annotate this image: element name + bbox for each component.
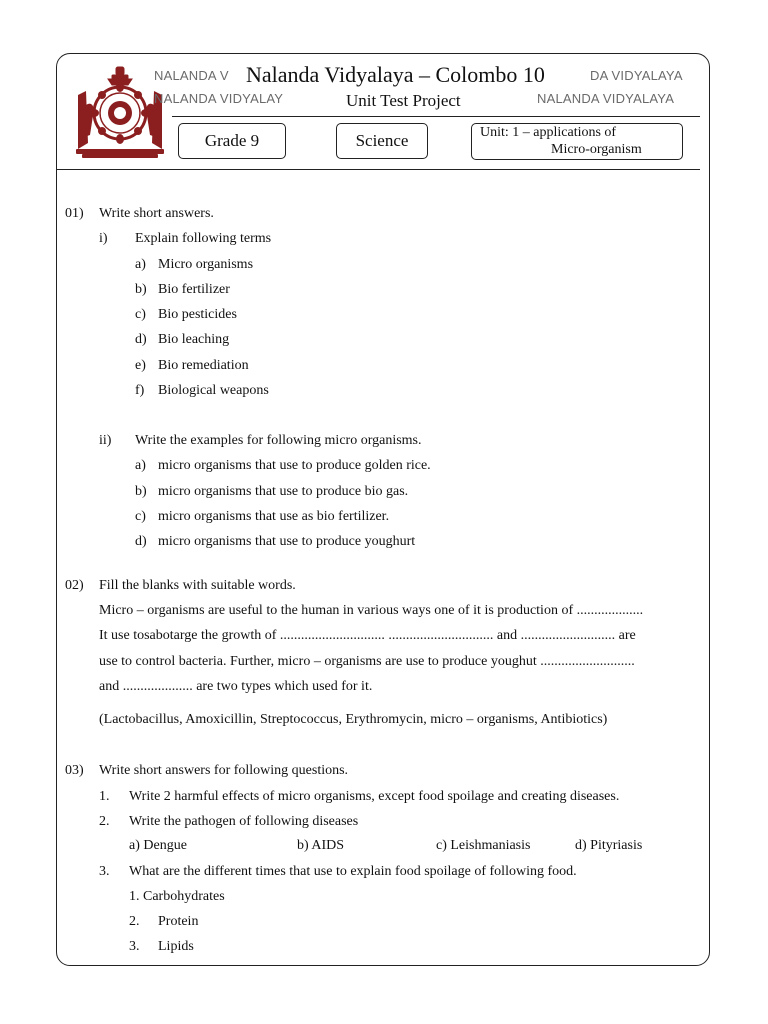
unit-line-2: Micro-organism	[551, 142, 642, 157]
disease-option: a) Dengue	[129, 838, 187, 853]
list-item-label: a)	[135, 458, 146, 473]
q1-part-ii-number: ii)	[99, 433, 112, 448]
food-item-number: 2.	[129, 914, 140, 929]
list-item: micro organisms that use to produce youghurt	[158, 534, 416, 549]
list-item-label: d)	[135, 332, 147, 347]
food-item: 1. Carbohydrates	[129, 889, 225, 904]
watermark-top-left: NALANDA V	[154, 68, 229, 83]
list-item: micro organisms that use to produce golden rice.	[158, 458, 431, 473]
list-item: micro organisms that use to produce bio gas.	[158, 484, 409, 499]
q3-number: 03)	[65, 763, 84, 778]
q1-part-i-text: Explain following terms	[135, 231, 272, 246]
q3-item-text: Write the pathogen of following diseases	[129, 814, 359, 829]
header-divider-bottom	[57, 169, 700, 170]
project-title: Unit Test Project	[346, 91, 461, 110]
list-item: Bio fertilizer	[158, 282, 230, 297]
disease-option: c) Leishmaniasis	[436, 838, 531, 853]
list-item-label: f)	[135, 383, 145, 398]
list-item-label: d)	[135, 534, 147, 549]
q3-item-text: What are the different times that use to explain food spoilage of following food.	[129, 864, 577, 879]
q1-text: Write short answers.	[99, 206, 214, 221]
school-name: Nalanda Vidyalaya – Colombo 10	[246, 62, 545, 87]
watermark-top-right: DA VIDYALAYA	[590, 68, 683, 83]
q3-item-number: 1.	[99, 789, 110, 804]
q1-part-i-number: i)	[99, 231, 108, 246]
food-item: Protein	[158, 914, 199, 929]
q2-paragraph-line: use to control bacteria. Further, micro – organisms are use to produce youghut ...........................	[99, 654, 635, 669]
list-item-label: b)	[135, 282, 147, 297]
q1-number: 01)	[65, 206, 84, 221]
list-item-label: a)	[135, 257, 146, 272]
list-item-label: e)	[135, 358, 146, 373]
list-item-label: b)	[135, 484, 147, 499]
list-item: Bio remediation	[158, 358, 249, 373]
q3-item-number: 3.	[99, 864, 110, 879]
list-item: micro organisms that use as bio fertilizer.	[158, 509, 390, 524]
q2-paragraph-line: It use tosabotarge the growth of .............................. .............................. and ........................... are	[99, 628, 636, 643]
food-item-number: 3.	[129, 939, 140, 954]
unit-line-1: Unit: 1 – applications of	[480, 125, 617, 140]
subject-label: Science	[355, 131, 409, 150]
watermark-mid-right: NALANDA VIDYALAYA	[537, 91, 675, 106]
header-divider-top	[172, 116, 700, 117]
list-item: Biological weapons	[158, 383, 269, 398]
q2-number: 02)	[65, 578, 84, 593]
grade-box	[178, 123, 286, 159]
q2-text: Fill the blanks with suitable words.	[99, 578, 296, 593]
subject-box	[336, 123, 428, 159]
q3-item-number: 2.	[99, 814, 110, 829]
q2-word-options: (Lactobacillus, Amoxicillin, Streptococcus, Erythromycin, micro – organisms, Antibiotics)	[99, 712, 608, 727]
q2-paragraph-line: Micro – organisms are useful to the human in various ways one of it is production of ...................	[99, 603, 644, 618]
q3-item-text: Write 2 harmful effects of micro organisms, except food spoilage and creating diseases.	[129, 789, 620, 804]
list-item-label: c)	[135, 509, 146, 524]
unit-box	[471, 123, 683, 160]
disease-option: d) Pityriasis	[575, 838, 643, 853]
q1-part-ii-text: Write the examples for following micro organisms.	[135, 433, 422, 448]
list-item-label: c)	[135, 307, 146, 322]
q3-text: Write short answers for following questions.	[99, 763, 349, 778]
grade-label: Grade 9	[204, 131, 260, 150]
list-item: Micro organisms	[158, 257, 254, 272]
list-item: Bio leaching	[158, 332, 230, 347]
list-item: Bio pesticides	[158, 307, 237, 322]
q2-paragraph-line: and .................... are two types which used for it.	[99, 679, 373, 694]
disease-option: b) AIDS	[297, 838, 345, 853]
food-item: Lipids	[158, 939, 194, 954]
watermark-mid-left: NALANDA VIDYALAY	[154, 91, 284, 106]
